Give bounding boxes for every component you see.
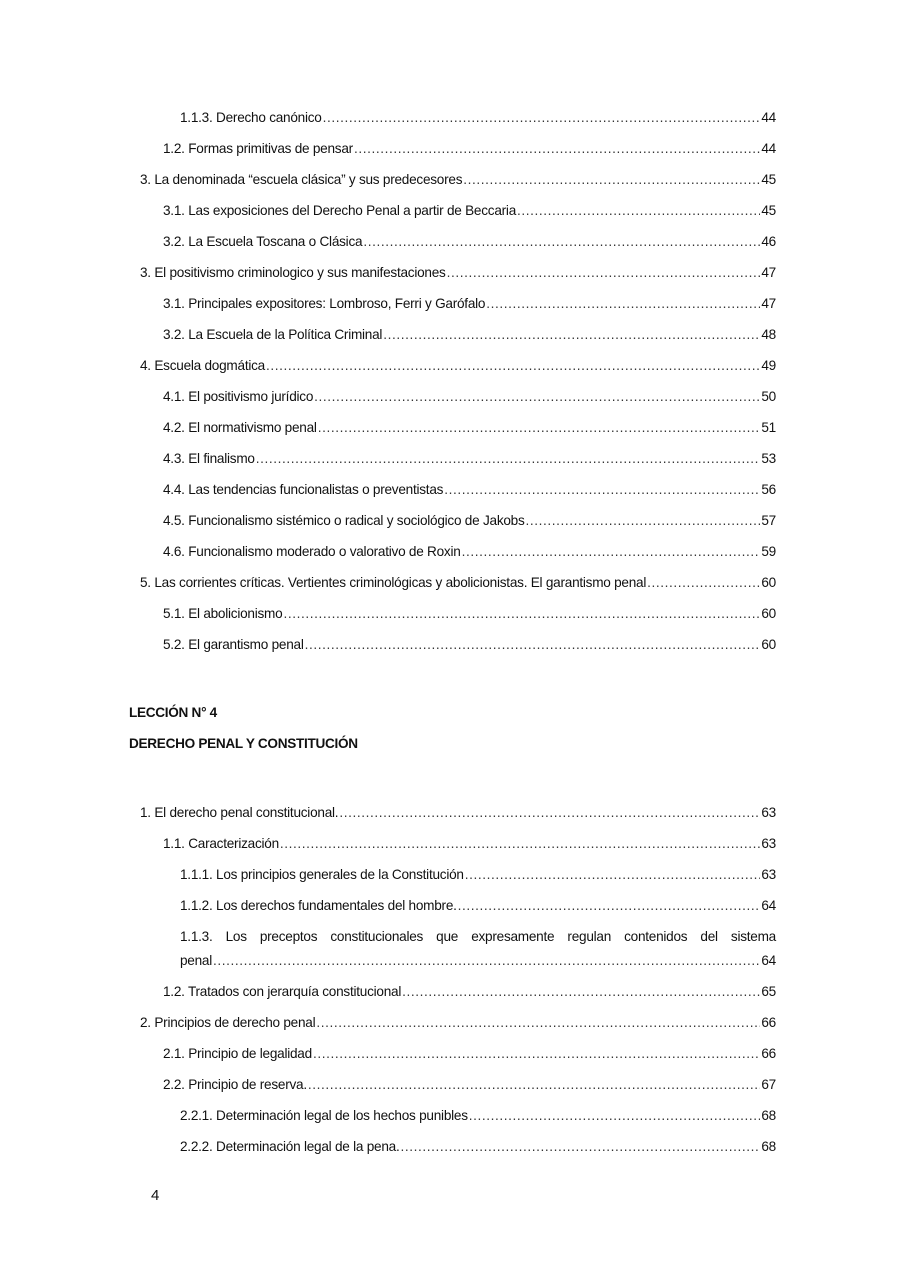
toc-entry-page: 47 bbox=[761, 296, 776, 311]
toc-entry[interactable] bbox=[140, 1131, 776, 1162]
page-number: 4 bbox=[151, 1187, 160, 1204]
toc-entry-page: 64 bbox=[761, 898, 776, 913]
lesson-number-heading: LECCIÓN N° 4 bbox=[129, 705, 217, 720]
toc-entry-title: 3.2. La Escuela de la Política Criminal bbox=[163, 327, 383, 342]
toc-entry[interactable] bbox=[140, 474, 776, 505]
toc-entry[interactable] bbox=[140, 412, 776, 443]
toc-entry[interactable] bbox=[140, 976, 776, 1007]
toc-entry[interactable] bbox=[140, 797, 776, 828]
toc-entry-page: 67 bbox=[761, 1077, 776, 1092]
toc-entry-title: 4.4. Las tendencias funcionalistas o preventistas bbox=[163, 482, 444, 497]
dot-leader bbox=[400, 1131, 760, 1162]
toc-entry[interactable] bbox=[140, 629, 776, 660]
dot-leader bbox=[402, 976, 760, 1007]
toc-entry[interactable] bbox=[140, 133, 776, 164]
dot-leader bbox=[458, 890, 761, 921]
dot-leader bbox=[463, 164, 760, 195]
toc-entry[interactable] bbox=[140, 288, 776, 319]
toc-entry-title: 4. Escuela dogmática bbox=[140, 358, 265, 373]
toc-entry-page: 68 bbox=[761, 1139, 776, 1154]
dot-leader bbox=[308, 1069, 761, 1100]
toc-entry-title: 2. Principios de derecho penal bbox=[140, 1015, 316, 1030]
toc-entry-title-continuation: penal bbox=[180, 952, 213, 968]
toc-entry[interactable] bbox=[140, 567, 776, 598]
toc-entry-page: 57 bbox=[761, 513, 776, 528]
toc-entry-page: 48 bbox=[761, 327, 776, 342]
toc-entry-title: 5.1. El abolicionismo bbox=[163, 606, 283, 621]
toc-entry[interactable] bbox=[140, 319, 776, 350]
dot-leader bbox=[213, 949, 760, 973]
toc-entry-title: 4.1. El positivismo jurídico bbox=[163, 389, 314, 404]
toc-entry-page: 65 bbox=[761, 984, 776, 999]
toc-entry-page: 66 bbox=[761, 1046, 776, 1061]
toc-entry[interactable] bbox=[140, 1007, 776, 1038]
toc-entry-page: 63 bbox=[761, 805, 776, 820]
toc-entry[interactable] bbox=[140, 1069, 776, 1100]
toc-entry-page: 60 bbox=[761, 637, 776, 652]
toc-entry[interactable] bbox=[140, 381, 776, 412]
toc-entry-page: 53 bbox=[761, 451, 776, 466]
dot-leader bbox=[363, 226, 760, 257]
toc-entry-continuation-line bbox=[180, 949, 776, 973]
dot-leader bbox=[314, 381, 760, 412]
toc-entry-title: 1.1.3. Los preceptos constitucionales que expresamente regulan contenidos del sistema bbox=[180, 928, 776, 944]
dot-leader bbox=[447, 257, 761, 288]
toc-entry[interactable] bbox=[140, 443, 776, 474]
toc-entry-title: 1.2. Formas primitivas de pensar bbox=[163, 141, 353, 156]
toc-entry-title: 4.3. El finalismo bbox=[163, 451, 255, 466]
toc-entry[interactable] bbox=[140, 921, 776, 976]
toc-entry-title: 1.1.1. Los principios generales de la Constitución bbox=[180, 867, 464, 882]
dot-leader bbox=[339, 797, 760, 828]
toc-entry-title: 4.5. Funcionalismo sistémico o radical y sociológico de Jakobs bbox=[163, 513, 525, 528]
toc-entry[interactable] bbox=[140, 890, 776, 921]
toc-entry-page: 47 bbox=[761, 265, 776, 280]
toc-entry[interactable] bbox=[140, 257, 776, 288]
toc-entry-page: 68 bbox=[761, 1108, 776, 1123]
dot-leader bbox=[266, 350, 760, 381]
toc-entry[interactable] bbox=[140, 1100, 776, 1131]
table-of-contents-part-1 bbox=[140, 102, 776, 660]
toc-entry-title: 5. Las corrientes críticas. Vertientes criminológicas y abolicionistas. El garantismo penal bbox=[140, 575, 647, 590]
toc-entry-title: 1.1.2. Los derechos fundamentales del hombre. bbox=[180, 898, 457, 913]
toc-entry[interactable] bbox=[140, 102, 776, 133]
dot-leader bbox=[486, 288, 760, 319]
dot-leader bbox=[383, 319, 760, 350]
toc-entry-title: 1. El derecho penal constitucional. bbox=[140, 805, 339, 820]
toc-entry-title: 3.1. Las exposiciones del Derecho Penal a partir de Beccaria bbox=[163, 203, 517, 218]
dot-leader bbox=[462, 536, 761, 567]
toc-entry[interactable] bbox=[140, 1038, 776, 1069]
toc-entry-page: 60 bbox=[761, 575, 776, 590]
toc-entry-page: 44 bbox=[761, 141, 776, 156]
toc-entry-title: 3. La denominada “escuela clásica” y sus predecesores bbox=[140, 172, 463, 187]
dot-leader bbox=[465, 859, 761, 890]
toc-entry[interactable] bbox=[140, 536, 776, 567]
dot-leader bbox=[647, 567, 760, 598]
toc-entry-page: 64 bbox=[761, 952, 776, 968]
toc-entry-title: 1.1. Caracterización bbox=[163, 836, 279, 851]
toc-entry-page: 44 bbox=[761, 110, 776, 125]
table-of-contents-part-2 bbox=[140, 797, 776, 1162]
dot-leader bbox=[354, 133, 760, 164]
dot-leader bbox=[323, 102, 761, 133]
toc-entry-page: 63 bbox=[761, 867, 776, 882]
toc-entry-page: 60 bbox=[761, 606, 776, 621]
toc-entry-title: 5.2. El garantismo penal bbox=[163, 637, 304, 652]
toc-entry[interactable] bbox=[140, 505, 776, 536]
toc-entry-page: 50 bbox=[761, 389, 776, 404]
dot-leader bbox=[305, 629, 761, 660]
toc-entry-page: 51 bbox=[761, 420, 776, 435]
dot-leader bbox=[444, 474, 760, 505]
dot-leader bbox=[318, 412, 761, 443]
toc-entry[interactable] bbox=[140, 195, 776, 226]
toc-entry-page: 59 bbox=[761, 544, 776, 559]
toc-entry-page: 45 bbox=[761, 172, 776, 187]
dot-leader bbox=[256, 443, 761, 474]
dot-leader bbox=[280, 828, 760, 859]
toc-entry-title: 2.1. Principio de legalidad bbox=[163, 1046, 312, 1061]
dot-leader bbox=[313, 1038, 760, 1069]
toc-entry-title: 2.2.1. Determinación legal de los hechos punibles bbox=[180, 1108, 468, 1123]
toc-entry-title: 1.2. Tratados con jerarquía constitucional bbox=[163, 984, 402, 999]
toc-entry-page: 49 bbox=[761, 358, 776, 373]
toc-entry-page: 66 bbox=[761, 1015, 776, 1030]
toc-entry-title: 2.2.2. Determinación legal de la pena. bbox=[180, 1139, 400, 1154]
dot-leader bbox=[283, 598, 760, 629]
toc-entry[interactable] bbox=[140, 164, 776, 195]
toc-entry[interactable] bbox=[140, 226, 776, 257]
dot-leader bbox=[526, 505, 761, 536]
toc-entry-page: 63 bbox=[761, 836, 776, 851]
dot-leader bbox=[469, 1100, 761, 1131]
toc-entry-title: 4.6. Funcionalismo moderado o valorativo de Roxin bbox=[163, 544, 461, 559]
toc-entry-title: 3. El positivismo criminologico y sus manifestaciones bbox=[140, 265, 446, 280]
toc-entry-title: 4.2. El normativismo penal bbox=[163, 420, 317, 435]
dot-leader bbox=[517, 195, 760, 226]
toc-entry-title: 3.2. La Escuela Toscana o Clásica bbox=[163, 234, 363, 249]
toc-entry[interactable] bbox=[140, 350, 776, 381]
dot-leader bbox=[316, 1007, 760, 1038]
toc-entry-title: 3.1. Principales expositores: Lombroso, Ferri y Garófalo bbox=[163, 296, 486, 311]
toc-entry[interactable] bbox=[140, 859, 776, 890]
lesson-title-heading: DERECHO PENAL Y CONSTITUCIÓN bbox=[129, 736, 358, 751]
toc-entry-title: 1.1.3. Derecho canónico bbox=[180, 110, 322, 125]
toc-entry-title: 2.2. Principio de reserva. bbox=[163, 1077, 307, 1092]
toc-entry-page: 46 bbox=[761, 234, 776, 249]
toc-entry-page: 56 bbox=[761, 482, 776, 497]
toc-entry[interactable] bbox=[140, 598, 776, 629]
toc-entry[interactable] bbox=[140, 828, 776, 859]
toc-entry-page: 45 bbox=[761, 203, 776, 218]
